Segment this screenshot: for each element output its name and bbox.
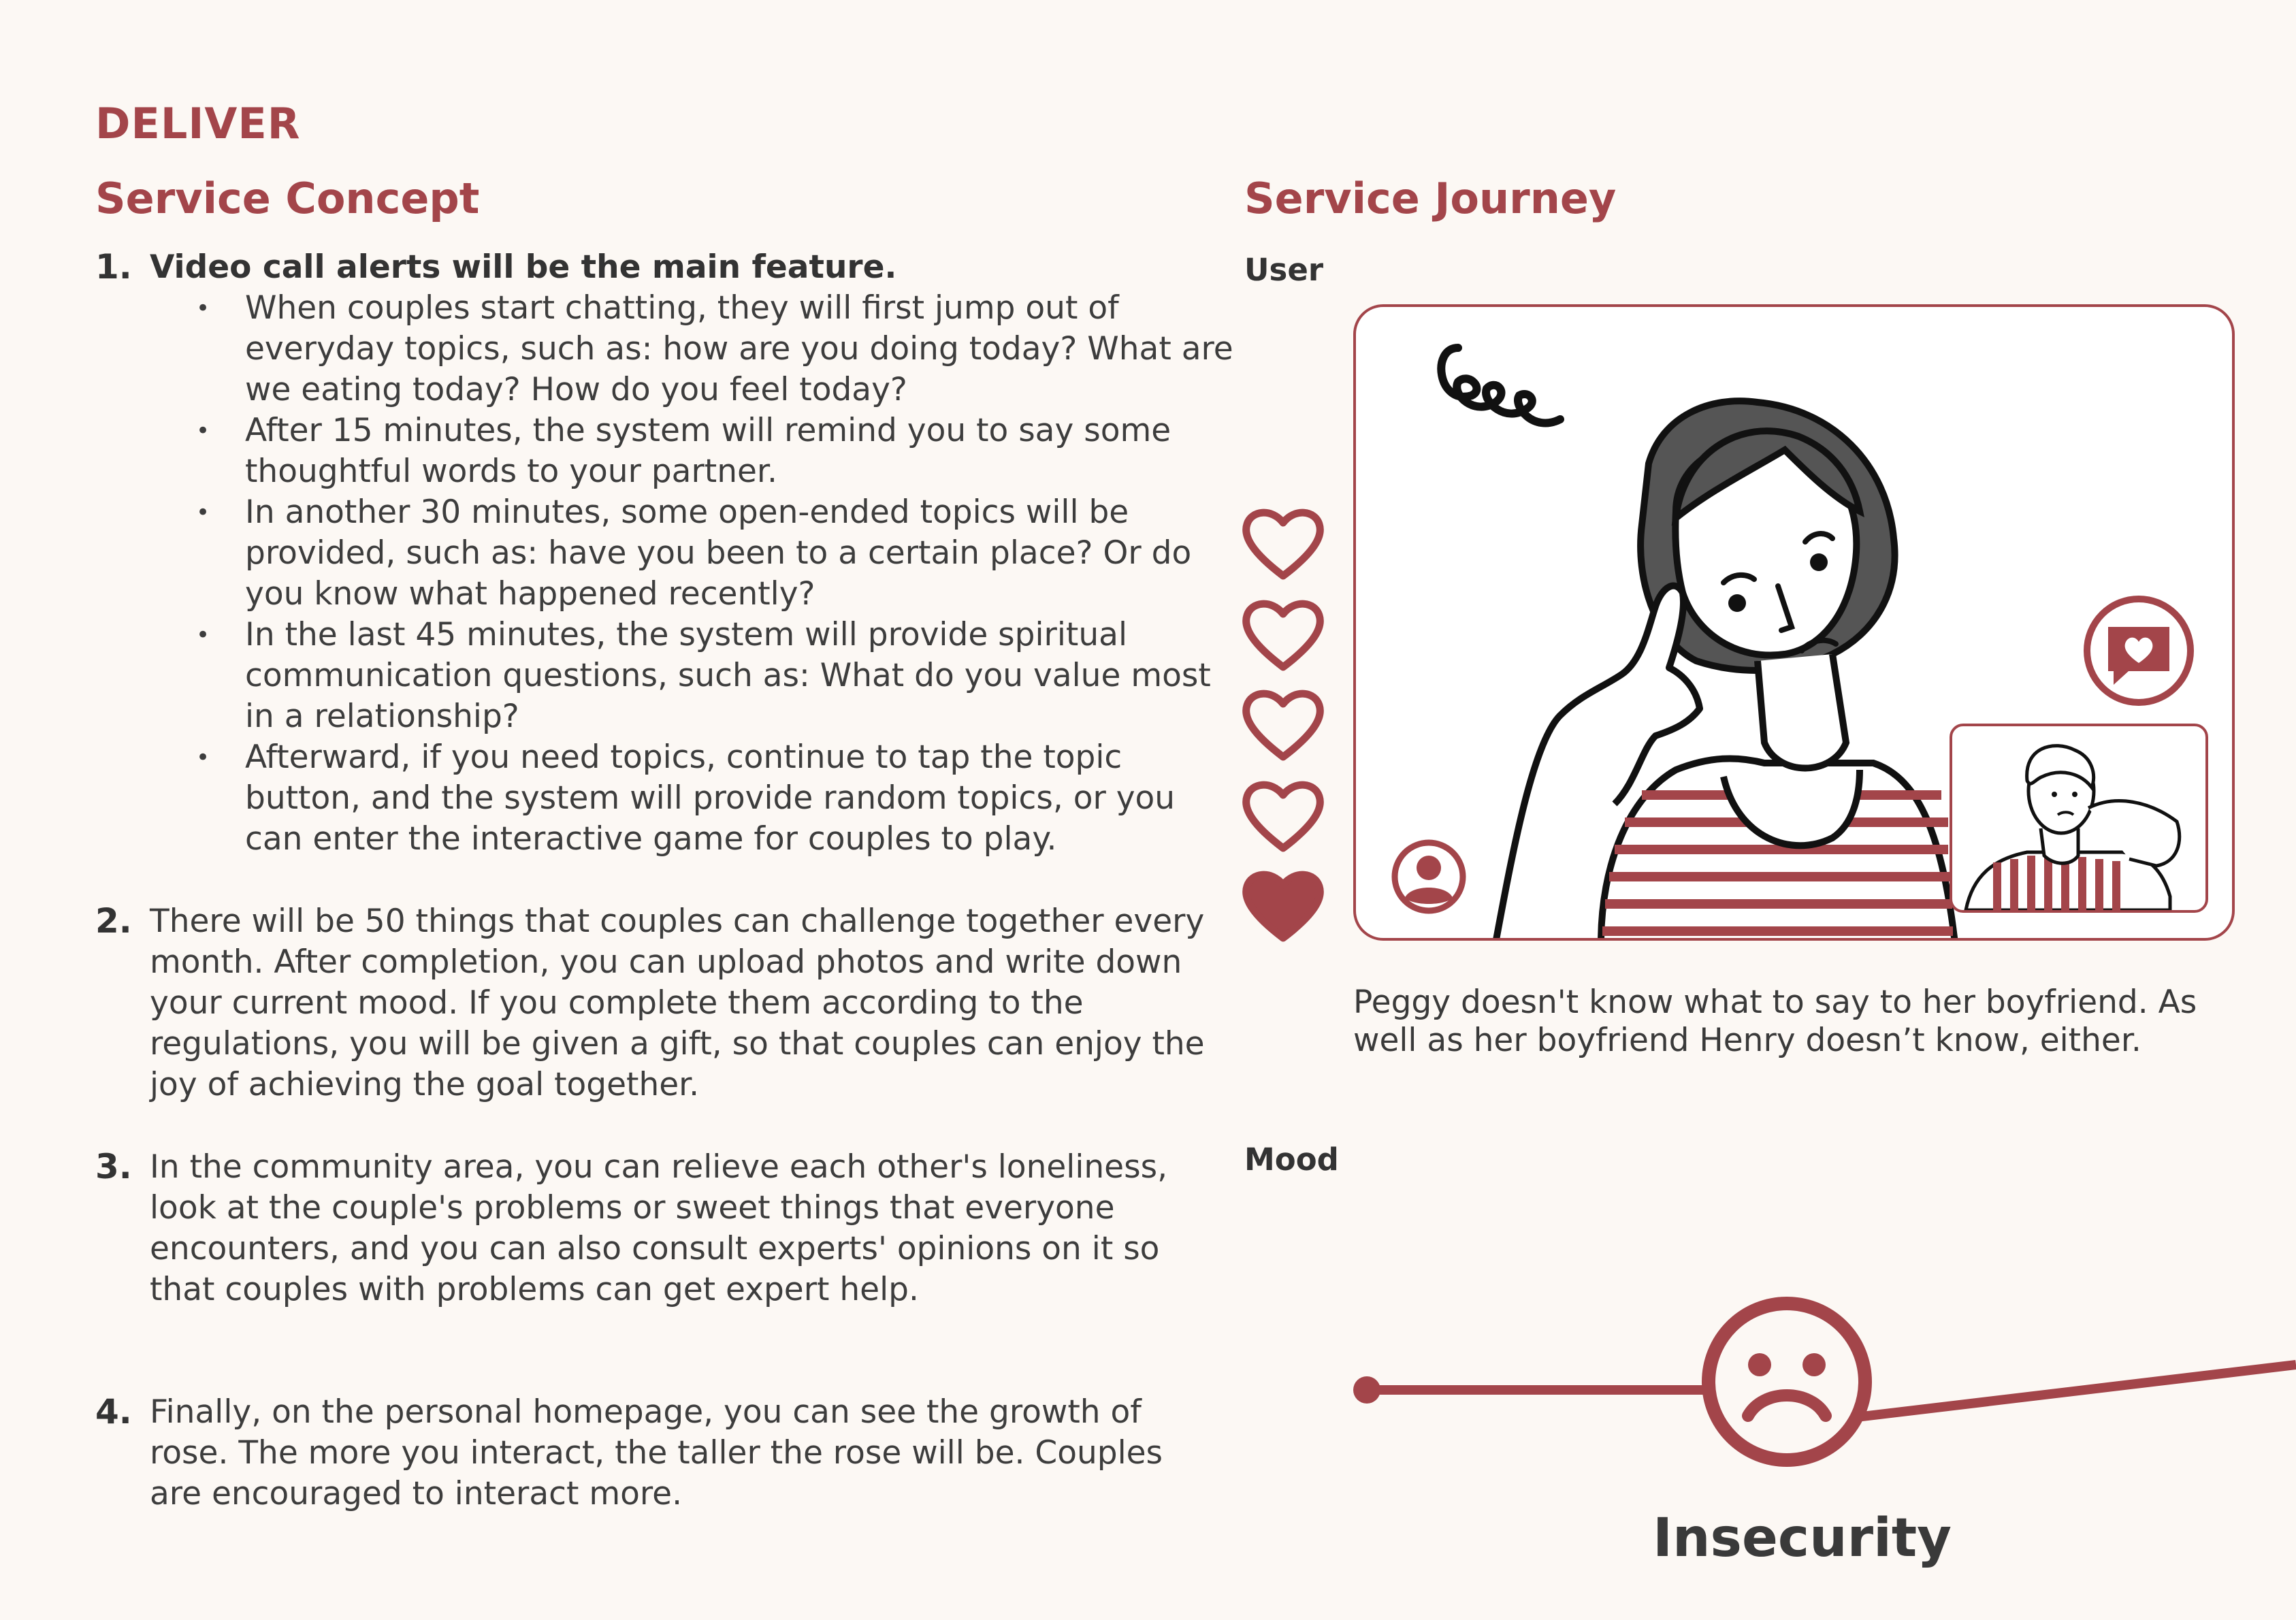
mood-line: [1334, 1286, 2296, 1477]
journey-caption: Peggy doesn't know what to say to her boyfriend. As well as her boyfriend Henry doesn’t know, either.: [1353, 984, 2197, 1059]
item-number: 1.: [95, 247, 132, 287]
bullet-item: • Afterward, if you need topics, continue to tap the topic button, and the system will provide random topics, or you can enter the interactive game for couples to play.: [191, 737, 1239, 860]
section-kicker: DELIVER: [95, 99, 301, 148]
item-number: 2.: [95, 901, 132, 941]
item-bullets: [191, 288, 1239, 860]
item-number: 4.: [95, 1392, 132, 1431]
bullet-item: • After 15 minutes, the system will remind you to say some thoughtful words to your partner.: [191, 410, 1239, 492]
item-text: There will be 50 things that couples can challenge together every month. After completion, you can upload photos and write down your current mood. If you complete them according to the regulations, you will be given a gift, so that couples can enjoy the joy of achieving the goal together.: [150, 903, 1205, 1103]
hearts-rating: [1239, 504, 1327, 953]
bullet-item: • In another 30 minutes, some open-ended topics will be provided, such as: have you been to a certain place? Or do you know what happened recently?: [191, 492, 1239, 615]
squiggle-icon: [1441, 348, 1560, 423]
user-label: User: [1244, 252, 1324, 288]
heart-outline-icon: [1246, 694, 1321, 757]
striped-shirt: [1601, 758, 1955, 941]
bullet-item: • In the last 45 minutes, the system will provide spiritual communication questions, such as: What do you value most in a relationship?: [191, 615, 1239, 737]
sad-face-icon: [1709, 1303, 1865, 1460]
item-text: Finally, on the personal homepage, you can see the growth of rose. The more you interact, the taller the rose will be. Couples are encouraged to interact more.: [150, 1393, 1163, 1512]
man-illustration: [1952, 726, 2205, 910]
heart-outline-icon: [1246, 604, 1321, 667]
video-call-frame: [1353, 304, 2235, 941]
heart-outline-icon: [1246, 785, 1321, 848]
item-heading: Video call alerts will be the main feature.: [150, 248, 897, 286]
boyfriend-video-inset: [1950, 724, 2208, 913]
user-avatar-icon[interactable]: [1390, 838, 1468, 916]
service-journey-title: Service Journey: [1244, 174, 1617, 223]
chat-heart-icon[interactable]: [2081, 593, 2197, 709]
item-number: 3.: [95, 1147, 132, 1186]
mood-word: Insecurity: [1653, 1508, 1952, 1569]
heart-filled-icon: [1246, 875, 1321, 938]
service-concept-title: Service Concept: [95, 174, 480, 223]
bullet-item: • When couples start chatting, they will first jump out of everyday topics, such as: how are you doing today? What are we eating today? How do you feel today?: [191, 288, 1239, 410]
mood-label: Mood: [1244, 1141, 1339, 1178]
item-text: In the community area, you can relieve each other's loneliness, look at the couple's problems or sweet things that everyone encounters, and you can also consult experts' opinions on it so that couples with problems can get expert help.: [150, 1148, 1168, 1308]
heart-outline-icon: [1246, 513, 1321, 576]
